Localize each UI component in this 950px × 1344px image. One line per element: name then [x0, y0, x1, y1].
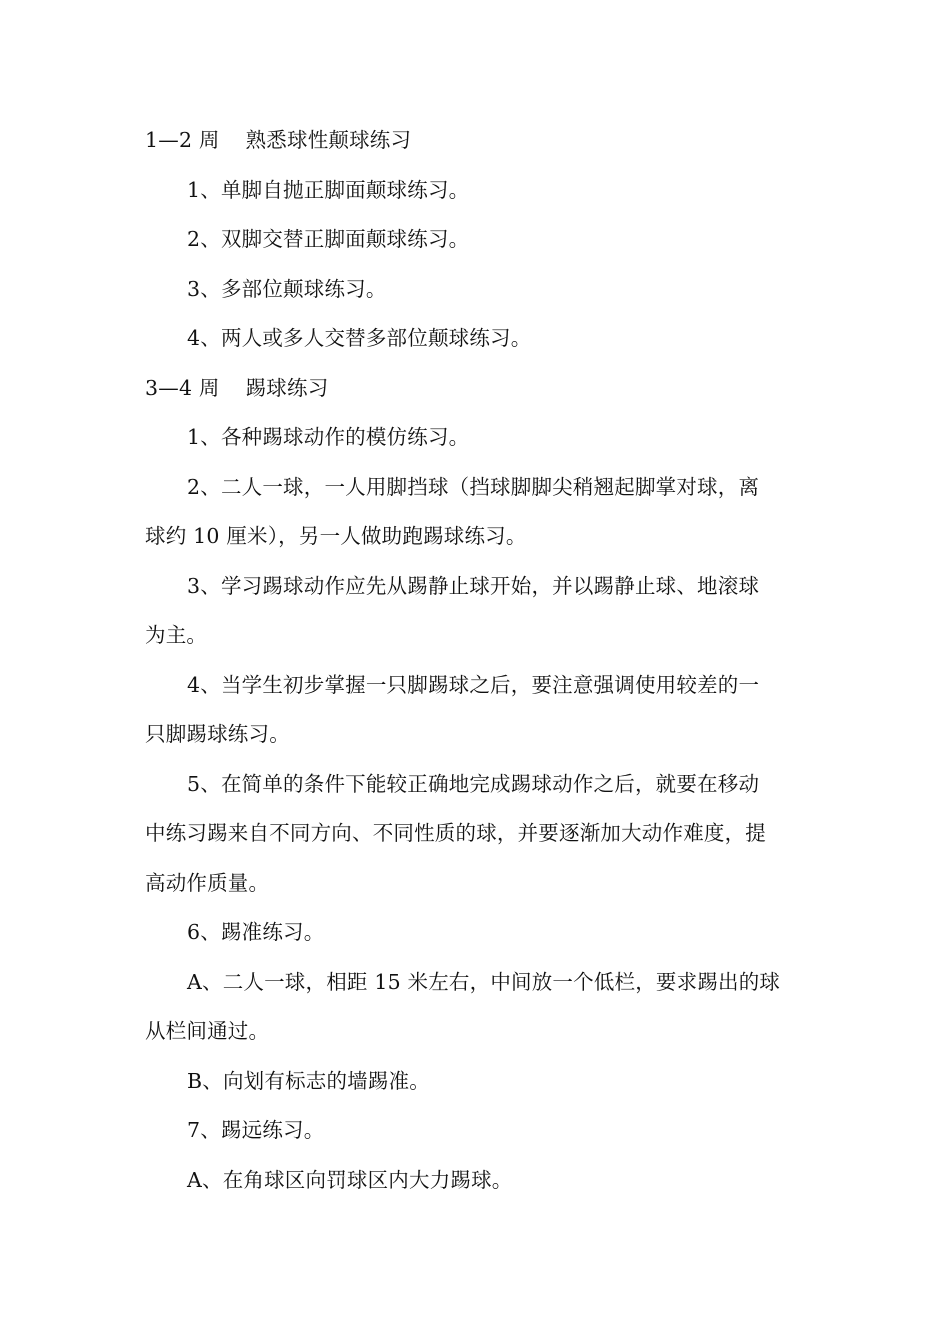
list-item: 2、二人一球，一人用脚挡球（挡球脚脚尖稍翘起脚掌对球，离 [187, 474, 760, 499]
list-item: 6、踢准练习。 [187, 920, 325, 944]
list-item-continuation: 从栏间通过。 [145, 1019, 270, 1043]
heading-week: 1—2 周 [145, 128, 220, 152]
list-item: 7、踢远练习。 [187, 1118, 325, 1142]
list-item: 1、各种踢球动作的模仿练习。 [187, 425, 470, 449]
list-item: 4、两人或多人交替多部位颠球练习。 [187, 326, 532, 350]
heading-title: 熟悉球性颠球练习 [245, 128, 412, 152]
section-heading-1 [145, 116, 810, 166]
list-item: A、二人一球，相距 15 米左右，中间放一个低栏，要求踢出的球 [187, 969, 781, 994]
list-item: B、向划有标志的墙踢准。 [187, 1068, 430, 1093]
list-item: 5、在简单的条件下能较正确地完成踢球动作之后，就要在移动 [187, 771, 760, 796]
list-item: A、在角球区向罚球区内大力踢球。 [187, 1167, 513, 1192]
heading-title: 踢球练习 [245, 375, 329, 400]
section-heading-2 [145, 364, 810, 414]
list-item: 3、学习踢球动作应先从踢静止球开始，并以踢静止球、地滚球 [187, 573, 760, 598]
list-item: 1、单脚自抛正脚面颠球练习。 [187, 177, 470, 202]
heading-week: 3—4 周 [145, 375, 220, 400]
list-item: 2、双脚交替正脚面颠球练习。 [187, 227, 470, 251]
list-item-continuation: 高动作质量。 [145, 870, 270, 895]
list-item-continuation: 为主。 [145, 623, 208, 647]
list-item-continuation: 中练习踢来自不同方向、不同性质的球，并要逐渐加大动作难度，提 [145, 821, 766, 845]
list-item-continuation: 只脚踢球练习。 [145, 722, 290, 746]
list-item: 4、当学生初步掌握一只脚踢球之后，要注意强调使用较差的一 [187, 672, 760, 697]
list-item-continuation: 球约 10 厘米），另一人做助跑踢球练习。 [145, 524, 527, 548]
document-page [145, 116, 810, 1205]
list-item: 3、多部位颠球练习。 [187, 276, 387, 301]
